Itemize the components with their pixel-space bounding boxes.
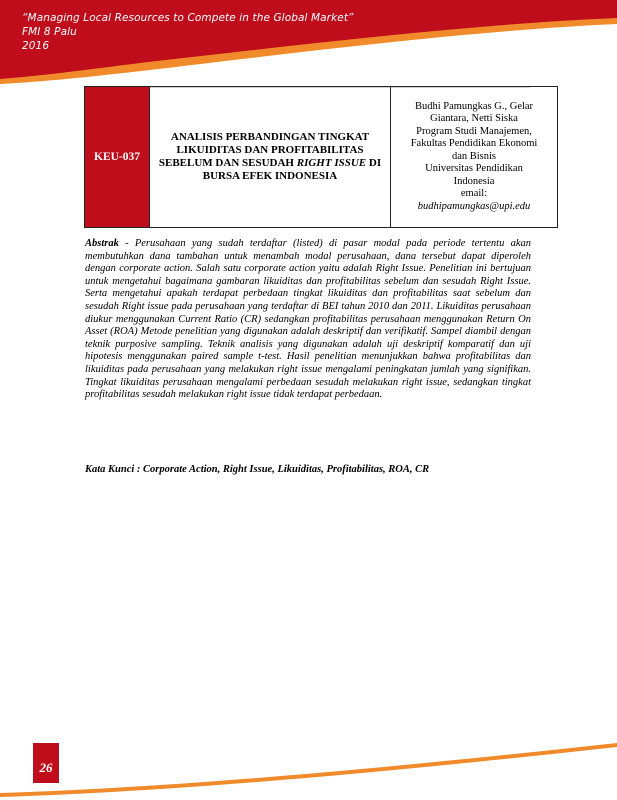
abstract-label: Abstrak <box>85 238 119 249</box>
header-text <box>22 11 354 53</box>
email-address: budhipamungkas@upi.edu <box>417 200 531 212</box>
email-label: email: <box>460 188 488 200</box>
footer-banner <box>0 735 617 800</box>
author-line: Budhi Pamungkas G., Gelar <box>414 100 534 112</box>
header-banner <box>0 0 617 84</box>
affiliation-line: Universitas Pendidikan <box>425 163 523 175</box>
affiliation-line: Fakultas Pendidikan Ekonomi <box>410 138 538 150</box>
paper-info-table <box>84 86 558 228</box>
keywords: Kata Kunci : Corporate Action, Right Issue, Likuiditas, Profitabilitas, ROA, CR <box>85 464 430 475</box>
paper-code: KEU-037 <box>85 87 150 228</box>
affiliation-line: Program Studi Manajemen, <box>416 125 532 137</box>
header-event-name: FMI 8 Palu <box>22 26 77 38</box>
header-conference-theme: “Managing Local Resources to Compete in the Global Market” <box>22 12 354 24</box>
abstract-text: - Perusahaan yang sudah terdaftar (listed) di pasar modal pada periode tertentu akan membutuhkan dana tambahan untuk menambah modal perusahaan, dana tersebut dapat diperoleh dengan corporate action. Salah satu corporate action yaitu adalah Right Issue. Penelitian ini bertujuan untuk mengetahui bagaimana gambaran likuiditas dan profitabilitas sebelum dan sesudah Right Issue. Serta mengetahui apakah terdapat perbedaan tingkat likuiditas dan profitabilitas saat sebelum dan sesudah Right issue pada perusahaan yang terdaftar di BEI tahun 2010 dan 2011. Likuiditas perusahaan diukur menggunakan Current Ratio (CR) sedangkan profitabilitas perusahaan menggunakan Return On Asset (ROA) Metode penelitian yang digunakan adalah deskriptif dan verifikatif. Sampel diambil dengan teknik purposive sampling. Teknik analisis yang digunakan adalah uji deskriptif komparatif dan uji hipotesis menggunakan paired sample t-test. Hasil penelitian menunjukkan bahwa profitabilitas dan likuiditas pada perusahaan yang melakukan right issue mengalami peningkatan jumlah yang signifikan. Tingkat likuiditas perusahaan mengalami perbedaan sesudah melakukan right issue, sedangkan tingkat profitabilitas sesudah melakukan right issue tidak terdapat perbedaan. <box>85 238 531 401</box>
affiliation-line: Indonesia <box>453 175 495 187</box>
paper-title <box>150 87 391 228</box>
paper-title-italic: RIGHT ISSUE <box>296 157 367 169</box>
author-line: Giantara, Netti Siska <box>430 113 518 125</box>
paper-title-part2: DI BURSA EFEK INDONESIA <box>202 157 382 182</box>
paper-authors <box>391 87 558 228</box>
abstract <box>85 238 531 402</box>
page-number: 26 <box>39 760 53 775</box>
header-year: 2016 <box>22 40 50 52</box>
paper-title-part1: ANALISIS PERBANDINGAN TINGKAT LIKUIDITAS DAN PROFITABILITAS SEBELUM DAN SESUDAH <box>158 131 370 169</box>
affiliation-line: dan Bisnis <box>451 150 497 162</box>
footer-swoosh <box>0 735 617 800</box>
